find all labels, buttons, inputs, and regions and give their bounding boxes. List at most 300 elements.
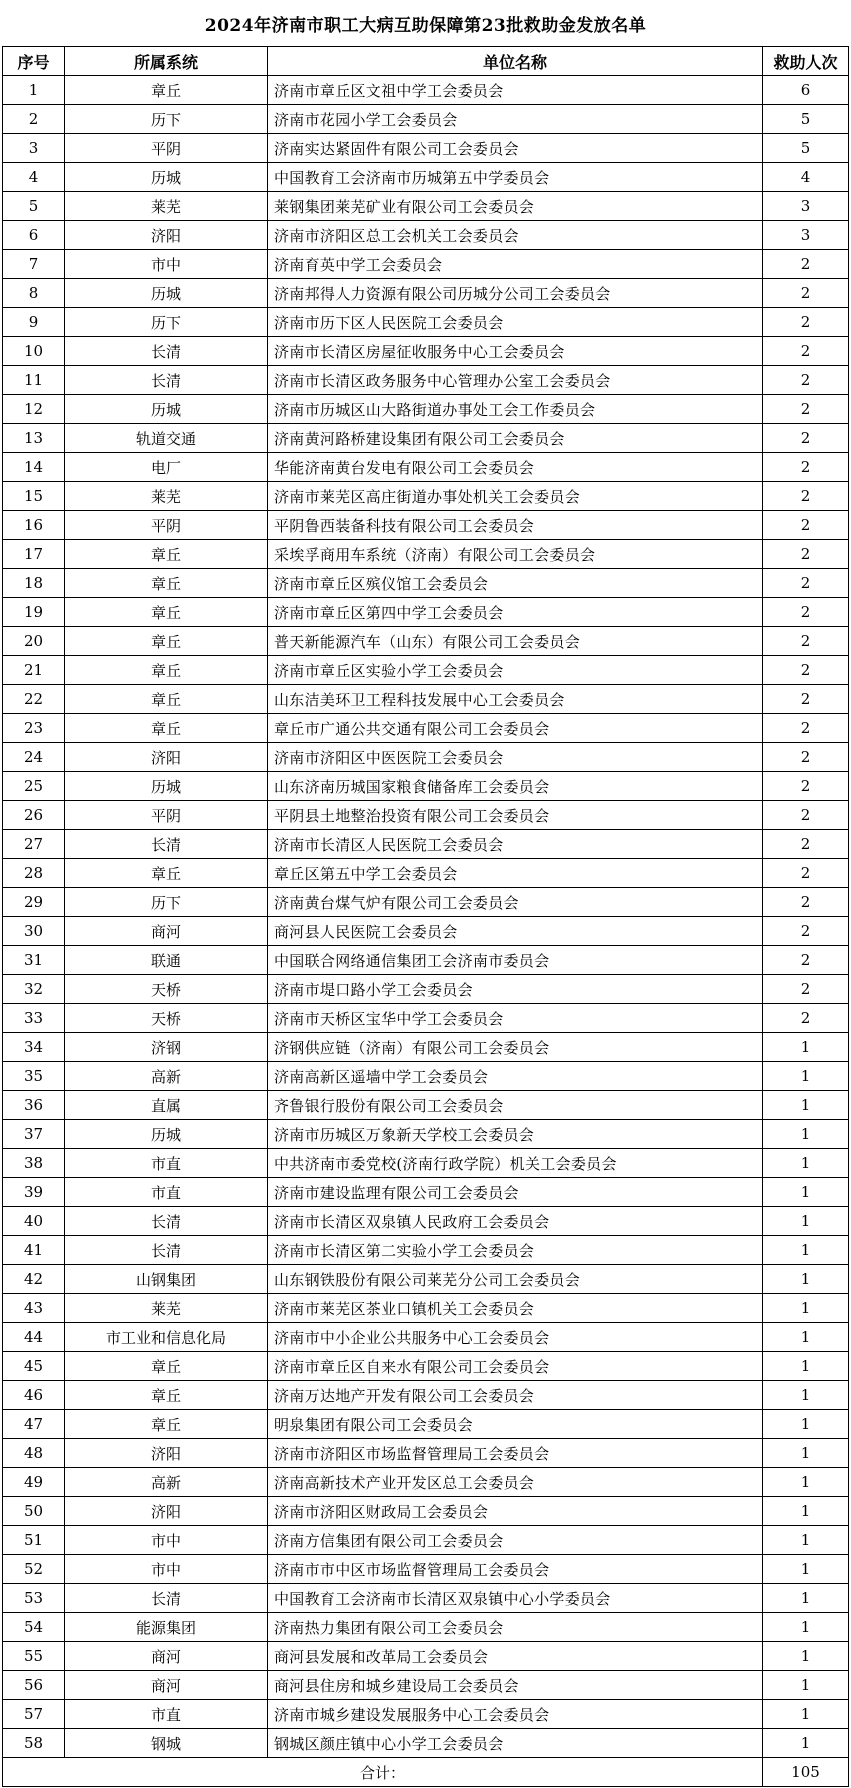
table-row	[3, 105, 849, 134]
cell-system: 山钢集团	[65, 1265, 268, 1294]
cell-unit-name: 济南高新区遥墙中学工会委员会	[268, 1062, 763, 1091]
cell-count: 2	[763, 772, 849, 801]
cell-seq: 12	[3, 395, 65, 424]
cell-seq: 4	[3, 163, 65, 192]
cell-system: 长清	[65, 1236, 268, 1265]
cell-count: 2	[763, 540, 849, 569]
cell-system: 济阳	[65, 221, 268, 250]
cell-seq: 16	[3, 511, 65, 540]
cell-unit-name: 济南市长清区政务服务中心管理办公室工会委员会	[268, 366, 763, 395]
cell-count: 2	[763, 714, 849, 743]
cell-count: 1	[763, 1671, 849, 1700]
cell-system: 市工业和信息化局	[65, 1323, 268, 1352]
cell-seq: 6	[3, 221, 65, 250]
cell-unit-name: 济南市莱芜区茶业口镇机关工会委员会	[268, 1294, 763, 1323]
cell-unit-name: 济南市长清区第二实验小学工会委员会	[268, 1236, 763, 1265]
table-row	[3, 1729, 849, 1758]
cell-system: 平阴	[65, 134, 268, 163]
cell-unit-name: 济南市章丘区殡仪馆工会委员会	[268, 569, 763, 598]
header-system: 所属系统	[65, 47, 268, 76]
table-row	[3, 1294, 849, 1323]
table-row	[3, 1352, 849, 1381]
cell-unit-name: 济南邦得人力资源有限公司历城分公司工会委员会	[268, 279, 763, 308]
cell-seq: 24	[3, 743, 65, 772]
cell-seq: 23	[3, 714, 65, 743]
cell-count: 1	[763, 1613, 849, 1642]
cell-unit-name: 平阴县土地整治投资有限公司工会委员会	[268, 801, 763, 830]
cell-seq: 25	[3, 772, 65, 801]
cell-count: 2	[763, 279, 849, 308]
cell-unit-name: 莱钢集团莱芜矿业有限公司工会委员会	[268, 192, 763, 221]
table-row	[3, 1062, 849, 1091]
cell-system: 章丘	[65, 76, 268, 105]
table-row	[3, 656, 849, 685]
cell-unit-name: 济南市莱芜区高庄街道办事处机关工会委员会	[268, 482, 763, 511]
table-row	[3, 1207, 849, 1236]
cell-system: 历下	[65, 888, 268, 917]
cell-seq: 22	[3, 685, 65, 714]
cell-count: 1	[763, 1091, 849, 1120]
cell-system: 高新	[65, 1062, 268, 1091]
cell-unit-name: 华能济南黄台发电有限公司工会委员会	[268, 453, 763, 482]
cell-system: 商河	[65, 917, 268, 946]
cell-seq: 52	[3, 1555, 65, 1584]
cell-count: 1	[763, 1729, 849, 1758]
cell-unit-name: 济南市章丘区自来水有限公司工会委员会	[268, 1352, 763, 1381]
table-row	[3, 163, 849, 192]
cell-count: 2	[763, 482, 849, 511]
cell-system: 济阳	[65, 1439, 268, 1468]
cell-system: 高新	[65, 1468, 268, 1497]
table-row	[3, 1004, 849, 1033]
table-row	[3, 76, 849, 105]
cell-count: 2	[763, 743, 849, 772]
cell-seq: 54	[3, 1613, 65, 1642]
cell-seq: 48	[3, 1439, 65, 1468]
cell-seq: 43	[3, 1294, 65, 1323]
relief-recipient-table	[2, 46, 849, 1787]
total-row	[3, 1758, 849, 1787]
cell-unit-name: 济南实达紧固件有限公司工会委员会	[268, 134, 763, 163]
table-row	[3, 801, 849, 830]
cell-unit-name: 齐鲁银行股份有限公司工会委员会	[268, 1091, 763, 1120]
cell-unit-name: 济南市章丘区文祖中学工会委员会	[268, 76, 763, 105]
cell-unit-name: 济南市中小企业公共服务中心工会委员会	[268, 1323, 763, 1352]
cell-unit-name: 章丘市广通公共交通有限公司工会委员会	[268, 714, 763, 743]
cell-count: 6	[763, 76, 849, 105]
cell-system: 章丘	[65, 685, 268, 714]
cell-system: 平阴	[65, 801, 268, 830]
table-row	[3, 859, 849, 888]
cell-seq: 44	[3, 1323, 65, 1352]
table-row	[3, 1671, 849, 1700]
cell-seq: 57	[3, 1700, 65, 1729]
cell-count: 1	[763, 1236, 849, 1265]
table-row	[3, 1149, 849, 1178]
cell-seq: 5	[3, 192, 65, 221]
cell-system: 轨道交通	[65, 424, 268, 453]
cell-unit-name: 中国教育工会济南市长清区双泉镇中心小学委员会	[268, 1584, 763, 1613]
cell-unit-name: 平阴鲁西装备科技有限公司工会委员会	[268, 511, 763, 540]
cell-count: 2	[763, 424, 849, 453]
cell-unit-name: 章丘区第五中学工会委员会	[268, 859, 763, 888]
cell-count: 1	[763, 1294, 849, 1323]
cell-unit-name: 山东钢铁股份有限公司莱芜分公司工会委员会	[268, 1265, 763, 1294]
cell-seq: 50	[3, 1497, 65, 1526]
cell-seq: 42	[3, 1265, 65, 1294]
cell-unit-name: 山东济南历城国家粮食储备库工会委员会	[268, 772, 763, 801]
cell-count: 1	[763, 1149, 849, 1178]
cell-seq: 13	[3, 424, 65, 453]
cell-count: 2	[763, 453, 849, 482]
table-row	[3, 1091, 849, 1120]
cell-system: 历城	[65, 395, 268, 424]
table-row	[3, 395, 849, 424]
cell-unit-name: 济南市济阳区总工会机关工会委员会	[268, 221, 763, 250]
cell-seq: 34	[3, 1033, 65, 1062]
cell-count: 2	[763, 946, 849, 975]
cell-system: 天桥	[65, 1004, 268, 1033]
cell-count: 2	[763, 888, 849, 917]
cell-seq: 47	[3, 1410, 65, 1439]
table-row	[3, 482, 849, 511]
cell-seq: 27	[3, 830, 65, 859]
cell-unit-name: 济南市济阳区财政局工会委员会	[268, 1497, 763, 1526]
cell-count: 2	[763, 511, 849, 540]
cell-count: 2	[763, 308, 849, 337]
cell-seq: 9	[3, 308, 65, 337]
cell-system: 长清	[65, 830, 268, 859]
cell-system: 章丘	[65, 1410, 268, 1439]
cell-system: 章丘	[65, 1381, 268, 1410]
cell-unit-name: 济南市长清区双泉镇人民政府工会委员会	[268, 1207, 763, 1236]
cell-system: 章丘	[65, 859, 268, 888]
cell-unit-name: 济南市历下区人民医院工会委员会	[268, 308, 763, 337]
cell-seq: 8	[3, 279, 65, 308]
cell-unit-name: 济南市历城区山大路街道办事处工会工作委员会	[268, 395, 763, 424]
cell-count: 1	[763, 1410, 849, 1439]
cell-unit-name: 商河县发展和改革局工会委员会	[268, 1642, 763, 1671]
cell-seq: 21	[3, 656, 65, 685]
cell-seq: 39	[3, 1178, 65, 1207]
cell-system: 章丘	[65, 714, 268, 743]
cell-system: 钢城	[65, 1729, 268, 1758]
cell-unit-name: 济南市堤口路小学工会委员会	[268, 975, 763, 1004]
table-row	[3, 1700, 849, 1729]
cell-unit-name: 济南市市中区市场监督管理局工会委员会	[268, 1555, 763, 1584]
cell-seq: 45	[3, 1352, 65, 1381]
cell-seq: 18	[3, 569, 65, 598]
cell-count: 1	[763, 1555, 849, 1584]
cell-count: 1	[763, 1497, 849, 1526]
cell-unit-name: 普天新能源汽车（山东）有限公司工会委员会	[268, 627, 763, 656]
table-header	[3, 47, 849, 76]
cell-seq: 3	[3, 134, 65, 163]
table-row	[3, 1381, 849, 1410]
cell-seq: 46	[3, 1381, 65, 1410]
cell-count: 2	[763, 395, 849, 424]
table-row	[3, 1033, 849, 1062]
cell-unit-name: 济南市济阳区市场监督管理局工会委员会	[268, 1439, 763, 1468]
table-row	[3, 540, 849, 569]
cell-count: 2	[763, 859, 849, 888]
cell-unit-name: 济南育英中学工会委员会	[268, 250, 763, 279]
cell-seq: 36	[3, 1091, 65, 1120]
cell-unit-name: 济南市花园小学工会委员会	[268, 105, 763, 134]
cell-count: 2	[763, 830, 849, 859]
cell-seq: 11	[3, 366, 65, 395]
cell-unit-name: 明泉集团有限公司工会委员会	[268, 1410, 763, 1439]
cell-system: 章丘	[65, 598, 268, 627]
cell-unit-name: 商河县住房和城乡建设局工会委员会	[268, 1671, 763, 1700]
cell-system: 直属	[65, 1091, 268, 1120]
cell-seq: 58	[3, 1729, 65, 1758]
cell-unit-name: 采埃孚商用车系统（济南）有限公司工会委员会	[268, 540, 763, 569]
table-row	[3, 917, 849, 946]
table-row	[3, 424, 849, 453]
cell-count: 2	[763, 917, 849, 946]
cell-system: 长清	[65, 1584, 268, 1613]
cell-unit-name: 中共济南市委党校(济南行政学院）机关工会委员会	[268, 1149, 763, 1178]
cell-unit-name: 济南高新技术产业开发区总工会委员会	[268, 1468, 763, 1497]
cell-seq: 15	[3, 482, 65, 511]
cell-system: 历下	[65, 308, 268, 337]
cell-unit-name: 济南黄河路桥建设集团有限公司工会委员会	[268, 424, 763, 453]
table-row	[3, 1526, 849, 1555]
cell-system: 章丘	[65, 540, 268, 569]
cell-count: 1	[763, 1062, 849, 1091]
cell-unit-name: 济南市济阳区中医医院工会委员会	[268, 743, 763, 772]
cell-count: 1	[763, 1178, 849, 1207]
cell-seq: 32	[3, 975, 65, 1004]
cell-system: 市中	[65, 1555, 268, 1584]
cell-system: 历下	[65, 105, 268, 134]
table-row	[3, 1439, 849, 1468]
cell-count: 1	[763, 1642, 849, 1671]
cell-system: 莱芜	[65, 192, 268, 221]
header-count: 救助人次	[763, 47, 849, 76]
cell-system: 历城	[65, 1120, 268, 1149]
table-row	[3, 685, 849, 714]
cell-count: 2	[763, 627, 849, 656]
cell-count: 1	[763, 1033, 849, 1062]
cell-system: 能源集团	[65, 1613, 268, 1642]
cell-system: 商河	[65, 1642, 268, 1671]
table-row	[3, 453, 849, 482]
table-row	[3, 511, 849, 540]
cell-seq: 14	[3, 453, 65, 482]
cell-seq: 20	[3, 627, 65, 656]
cell-system: 长清	[65, 337, 268, 366]
cell-unit-name: 中国联合网络通信集团工会济南市委员会	[268, 946, 763, 975]
table-row	[3, 250, 849, 279]
cell-count: 2	[763, 1004, 849, 1033]
table-row	[3, 221, 849, 250]
table-row	[3, 772, 849, 801]
cell-count: 1	[763, 1207, 849, 1236]
cell-system: 市中	[65, 250, 268, 279]
table-row	[3, 598, 849, 627]
cell-system: 历城	[65, 163, 268, 192]
cell-seq: 55	[3, 1642, 65, 1671]
cell-system: 莱芜	[65, 1294, 268, 1323]
cell-system: 章丘	[65, 1352, 268, 1381]
cell-count: 2	[763, 250, 849, 279]
cell-seq: 40	[3, 1207, 65, 1236]
table-row	[3, 830, 849, 859]
table-row	[3, 192, 849, 221]
cell-count: 2	[763, 366, 849, 395]
cell-count: 1	[763, 1584, 849, 1613]
total-value: 105	[763, 1758, 849, 1787]
cell-seq: 1	[3, 76, 65, 105]
cell-count: 1	[763, 1352, 849, 1381]
cell-unit-name: 济南万达地产开发有限公司工会委员会	[268, 1381, 763, 1410]
table-row	[3, 1642, 849, 1671]
cell-system: 电厂	[65, 453, 268, 482]
cell-unit-name: 济钢供应链（济南）有限公司工会委员会	[268, 1033, 763, 1062]
table-row	[3, 366, 849, 395]
cell-seq: 41	[3, 1236, 65, 1265]
cell-seq: 31	[3, 946, 65, 975]
cell-unit-name: 济南市天桥区宝华中学工会委员会	[268, 1004, 763, 1033]
cell-seq: 37	[3, 1120, 65, 1149]
cell-seq: 53	[3, 1584, 65, 1613]
cell-seq: 35	[3, 1062, 65, 1091]
header-seq: 序号	[3, 47, 65, 76]
cell-count: 1	[763, 1439, 849, 1468]
table-row	[3, 1410, 849, 1439]
cell-unit-name: 济南市历城区万象新天学校工会委员会	[268, 1120, 763, 1149]
cell-system: 长清	[65, 1207, 268, 1236]
cell-system: 长清	[65, 366, 268, 395]
cell-system: 市直	[65, 1149, 268, 1178]
cell-count: 3	[763, 192, 849, 221]
cell-unit-name: 济南市章丘区第四中学工会委员会	[268, 598, 763, 627]
table-row	[3, 975, 849, 1004]
cell-count: 3	[763, 221, 849, 250]
cell-system: 历城	[65, 772, 268, 801]
cell-unit-name: 商河县人民医院工会委员会	[268, 917, 763, 946]
cell-system: 济阳	[65, 1497, 268, 1526]
table-row	[3, 308, 849, 337]
cell-seq: 56	[3, 1671, 65, 1700]
table-row	[3, 714, 849, 743]
cell-seq: 30	[3, 917, 65, 946]
cell-system: 济阳	[65, 743, 268, 772]
table-row	[3, 569, 849, 598]
cell-count: 2	[763, 569, 849, 598]
table-row	[3, 1265, 849, 1294]
cell-system: 章丘	[65, 569, 268, 598]
cell-seq: 7	[3, 250, 65, 279]
header-unit: 单位名称	[268, 47, 763, 76]
cell-unit-name: 钢城区颜庄镇中心小学工会委员会	[268, 1729, 763, 1758]
header-row	[3, 47, 849, 76]
table-row	[3, 888, 849, 917]
cell-unit-name: 济南市长清区人民医院工会委员会	[268, 830, 763, 859]
table-row	[3, 1497, 849, 1526]
cell-seq: 28	[3, 859, 65, 888]
table-row	[3, 627, 849, 656]
cell-count: 1	[763, 1700, 849, 1729]
table-row	[3, 1323, 849, 1352]
cell-seq: 17	[3, 540, 65, 569]
cell-system: 章丘	[65, 656, 268, 685]
cell-system: 市直	[65, 1178, 268, 1207]
cell-seq: 2	[3, 105, 65, 134]
table-row	[3, 1584, 849, 1613]
cell-system: 平阴	[65, 511, 268, 540]
cell-system: 商河	[65, 1671, 268, 1700]
table-row	[3, 1120, 849, 1149]
cell-count: 1	[763, 1381, 849, 1410]
cell-seq: 51	[3, 1526, 65, 1555]
cell-count: 2	[763, 656, 849, 685]
cell-count: 2	[763, 685, 849, 714]
cell-unit-name: 山东洁美环卫工程科技发展中心工会委员会	[268, 685, 763, 714]
cell-count: 5	[763, 134, 849, 163]
cell-seq: 49	[3, 1468, 65, 1497]
cell-unit-name: 济南热力集团有限公司工会委员会	[268, 1613, 763, 1642]
cell-system: 联通	[65, 946, 268, 975]
cell-unit-name: 济南方信集团有限公司工会委员会	[268, 1526, 763, 1555]
table-row	[3, 337, 849, 366]
cell-system: 历城	[65, 279, 268, 308]
table-row	[3, 946, 849, 975]
cell-unit-name: 济南市城乡建设发展服务中心工会委员会	[268, 1700, 763, 1729]
cell-seq: 19	[3, 598, 65, 627]
cell-unit-name: 中国教育工会济南市历城第五中学委员会	[268, 163, 763, 192]
cell-count: 2	[763, 337, 849, 366]
table-body	[3, 76, 849, 1758]
cell-unit-name: 济南市长清区房屋征收服务中心工会委员会	[268, 337, 763, 366]
table-row	[3, 1555, 849, 1584]
cell-unit-name: 济南市章丘区实验小学工会委员会	[268, 656, 763, 685]
table-row	[3, 1468, 849, 1497]
cell-system: 市中	[65, 1526, 268, 1555]
cell-count: 1	[763, 1265, 849, 1294]
table-row	[3, 1236, 849, 1265]
table-row	[3, 1178, 849, 1207]
table-row	[3, 134, 849, 163]
table-footer	[3, 1758, 849, 1787]
cell-seq: 38	[3, 1149, 65, 1178]
cell-count: 1	[763, 1468, 849, 1497]
cell-unit-name: 济南黄台煤气炉有限公司工会委员会	[268, 888, 763, 917]
cell-count: 4	[763, 163, 849, 192]
cell-system: 天桥	[65, 975, 268, 1004]
cell-count: 1	[763, 1526, 849, 1555]
table-row	[3, 743, 849, 772]
cell-seq: 26	[3, 801, 65, 830]
table-row	[3, 279, 849, 308]
cell-count: 2	[763, 598, 849, 627]
table-row	[3, 1613, 849, 1642]
cell-unit-name: 济南市建设监理有限公司工会委员会	[268, 1178, 763, 1207]
cell-seq: 29	[3, 888, 65, 917]
cell-count: 1	[763, 1323, 849, 1352]
cell-system: 莱芜	[65, 482, 268, 511]
cell-count: 2	[763, 975, 849, 1004]
cell-seq: 33	[3, 1004, 65, 1033]
cell-system: 市直	[65, 1700, 268, 1729]
cell-system: 济钢	[65, 1033, 268, 1062]
cell-count: 2	[763, 801, 849, 830]
cell-system: 章丘	[65, 627, 268, 656]
total-label: 合计：	[3, 1758, 763, 1787]
cell-seq: 10	[3, 337, 65, 366]
